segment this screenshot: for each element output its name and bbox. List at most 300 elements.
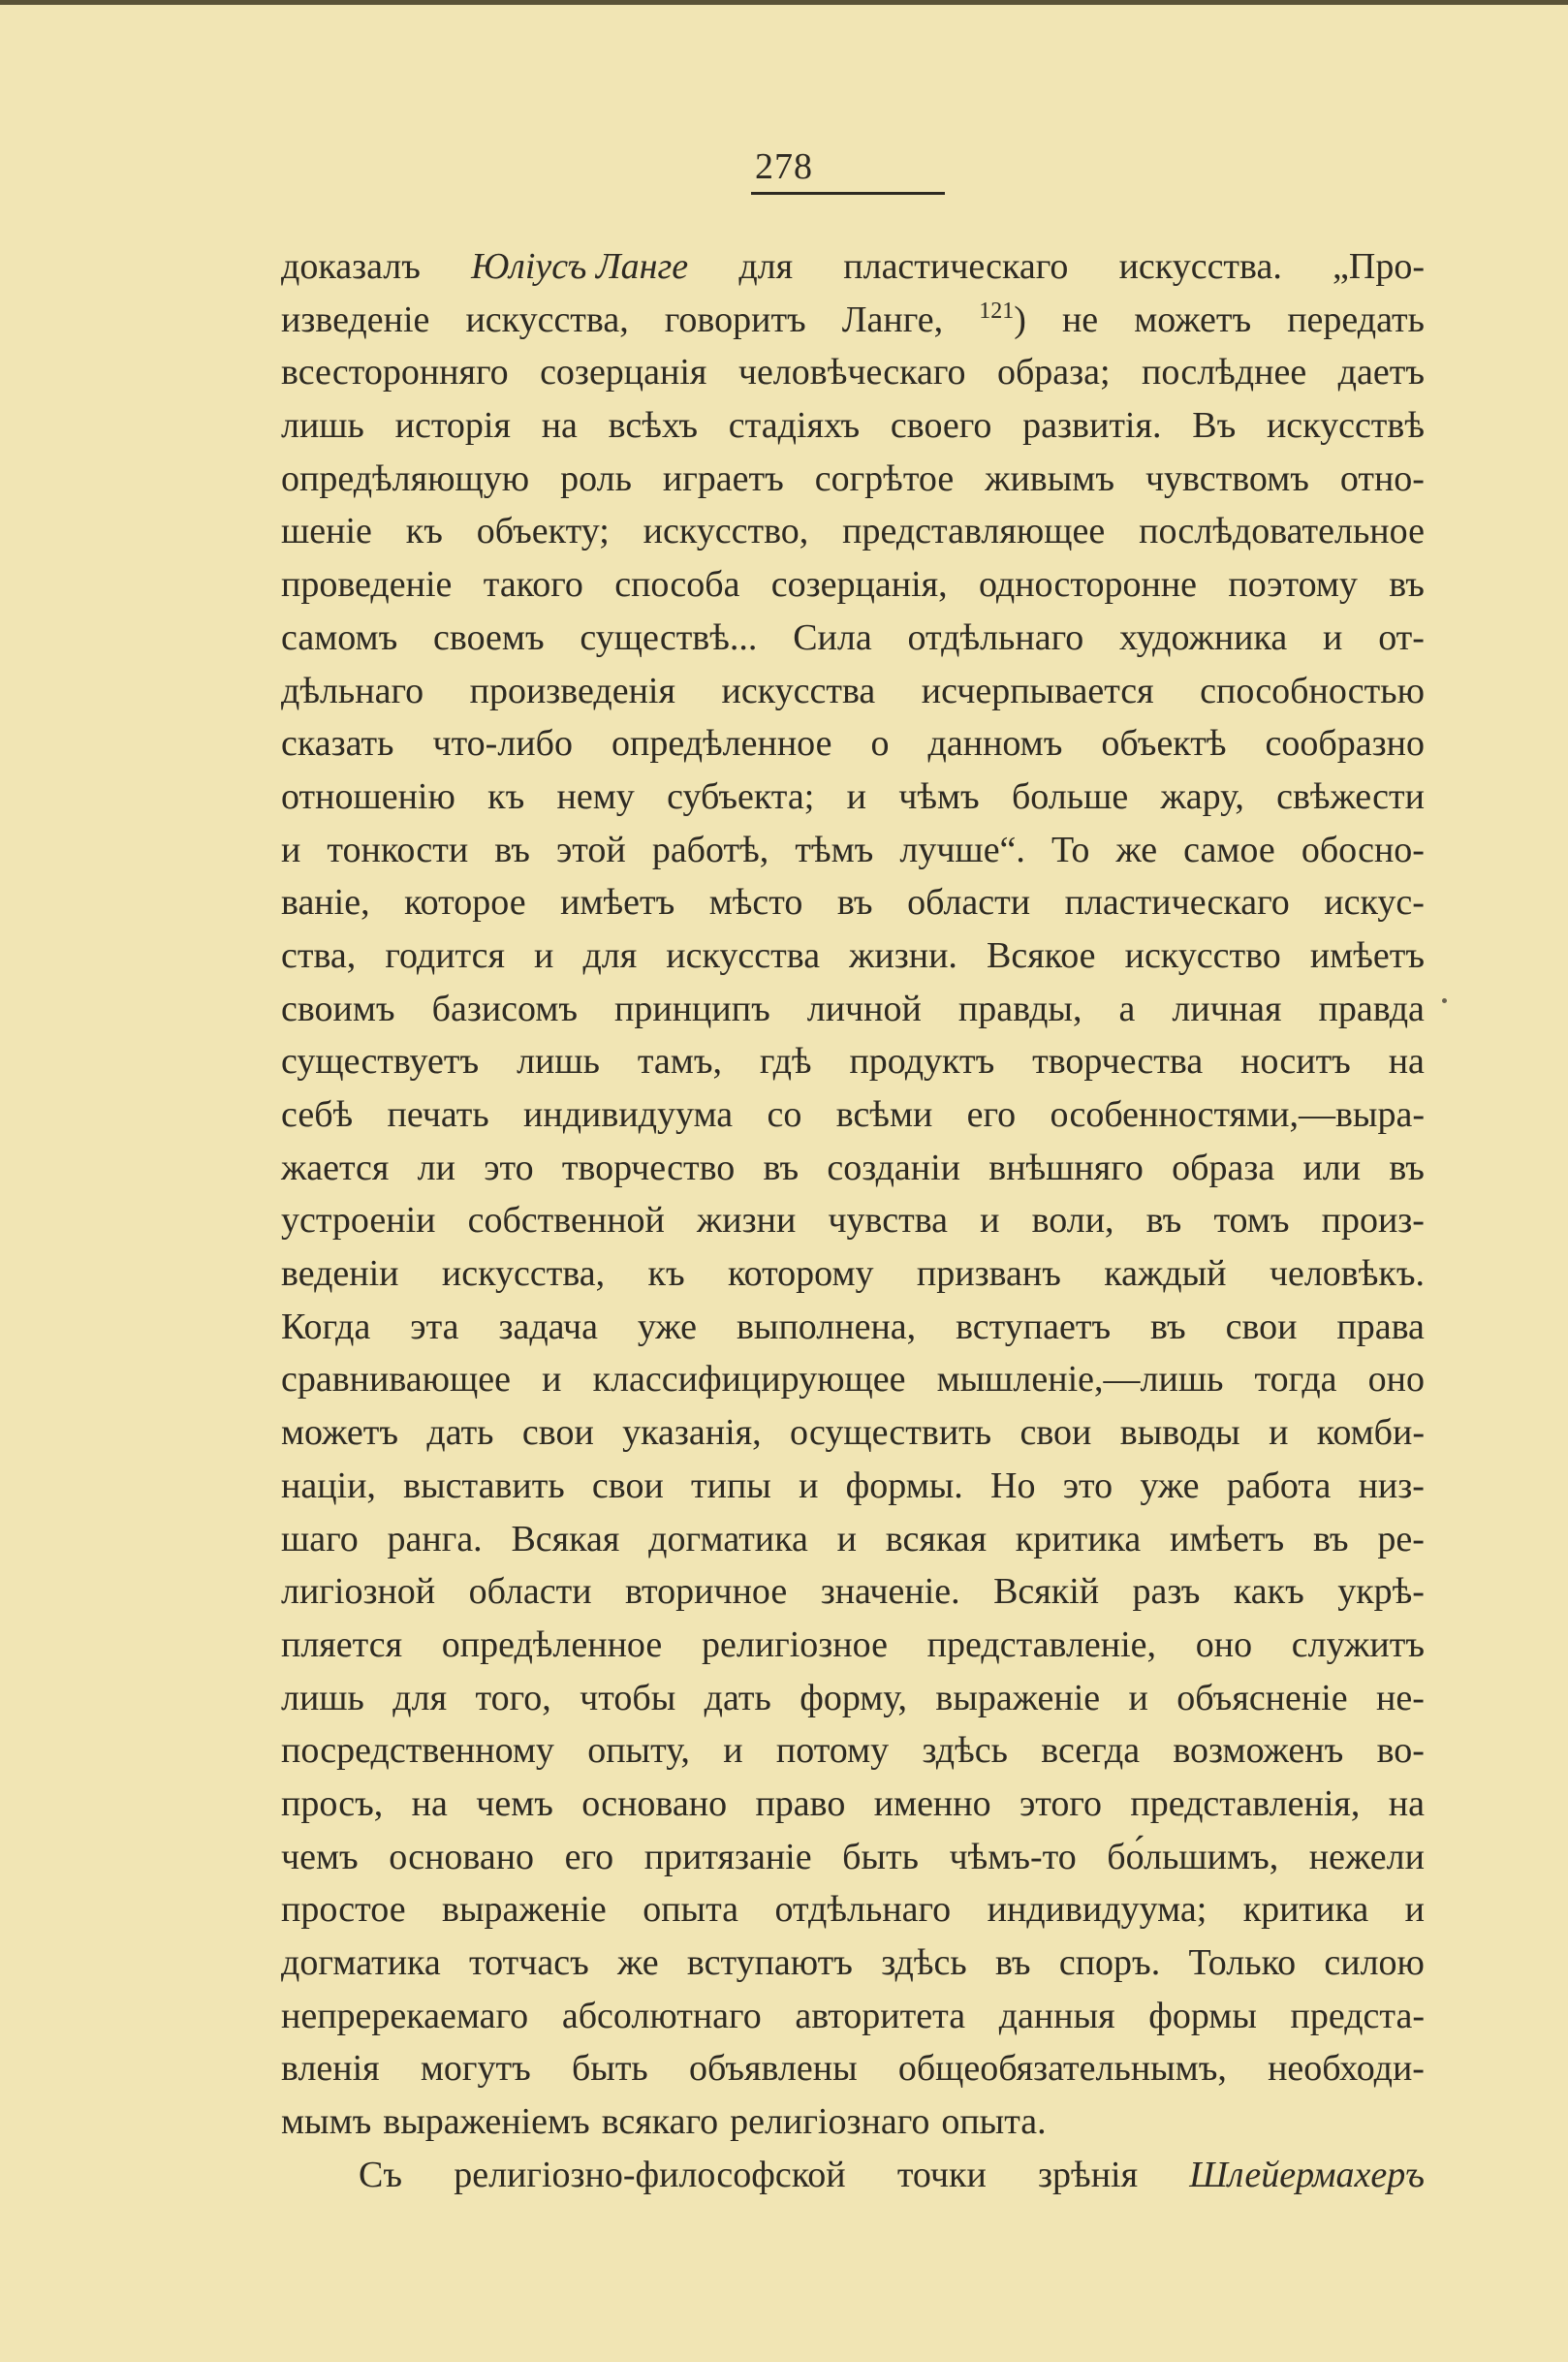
word: сравнивающее [281, 1359, 512, 1401]
word: $^{121}$) [979, 298, 1026, 340]
word: Всякое [986, 934, 1096, 976]
word: такого [483, 564, 583, 606]
word: дать [704, 1677, 771, 1718]
word: можетъ [1134, 299, 1252, 340]
word: а [1118, 988, 1136, 1029]
word: творчества [1032, 1041, 1204, 1083]
word: и [534, 934, 554, 976]
word: зрѣнія [1038, 2154, 1139, 2195]
word: Шлейермахеръ [1189, 2154, 1425, 2195]
word: даетъ [1337, 352, 1425, 394]
word: созданіи [827, 1147, 961, 1188]
word: во- [1376, 1730, 1425, 1772]
page-top-edge [0, 0, 1568, 5]
word: со [767, 1094, 802, 1135]
word: данныя [998, 1995, 1115, 2036]
word: существѣ... [580, 616, 758, 658]
word: формы. [845, 1464, 963, 1506]
word: предста- [1290, 1995, 1425, 2036]
word: исчерпывается [921, 670, 1154, 711]
word: Сила [793, 616, 872, 658]
word: мышленіе,—лишь [936, 1359, 1224, 1401]
word: можетъ [281, 1412, 398, 1454]
text-line [281, 1778, 1425, 1831]
word: для [738, 246, 794, 287]
word: годится [385, 934, 505, 976]
word: форму, [800, 1677, 907, 1718]
word: послѣднее [1142, 352, 1307, 394]
word: своего [890, 405, 992, 447]
word: низ- [1358, 1464, 1425, 1506]
word: возможенъ [1173, 1730, 1344, 1772]
word: всегда [1041, 1730, 1141, 1772]
word: всѣми [835, 1094, 933, 1135]
word: воли, [1031, 1200, 1114, 1242]
word: себѣ [281, 1094, 354, 1135]
word: Ланге, [841, 299, 944, 340]
text-line [281, 1672, 1425, 1725]
word: Въ [1192, 405, 1237, 447]
word: здѣсь [922, 1730, 1008, 1772]
word: Но [990, 1464, 1036, 1506]
word: согрѣтое [814, 457, 955, 499]
word: оно [1367, 1359, 1425, 1401]
word: нежели [1308, 1836, 1425, 1877]
word: исторія [394, 405, 511, 447]
word: отно- [1339, 457, 1425, 499]
word: жается [281, 1147, 390, 1188]
word: что-либо [432, 723, 573, 765]
word: принципъ [614, 988, 770, 1029]
word: не [1061, 299, 1099, 340]
text-line [281, 824, 1425, 877]
word: въ [1150, 1306, 1186, 1347]
text-line [281, 346, 1425, 399]
word: мѣсто [708, 882, 803, 924]
word: формы [1148, 1995, 1257, 2036]
word: же [617, 1942, 659, 1983]
word: печать [387, 1094, 489, 1135]
word: чѣмъ [898, 775, 980, 817]
word: эта [410, 1306, 459, 1347]
text-line [281, 1247, 1425, 1301]
word: искусствѣ [1266, 405, 1425, 447]
word: искусство, [643, 511, 809, 552]
word: указанія, [622, 1412, 762, 1454]
word: или [1302, 1147, 1362, 1188]
word: субъекта; [667, 775, 815, 817]
word: жизни [697, 1200, 797, 1242]
word: продуктъ [849, 1041, 995, 1083]
word: оно [1195, 1623, 1253, 1665]
word: его [966, 1094, 1017, 1135]
word: и [1323, 616, 1343, 658]
word: выводы [1119, 1412, 1240, 1454]
word: классифицирующее [592, 1359, 906, 1401]
text-line [281, 1990, 1425, 2043]
word: и [836, 1518, 857, 1559]
word: самомъ [281, 616, 398, 658]
word: веденіи [281, 1253, 399, 1295]
word: осуществить [790, 1412, 992, 1454]
word: на [1388, 1782, 1425, 1824]
word: искусства. [1118, 246, 1282, 287]
word: свѣжести [1276, 775, 1425, 817]
word: религіозное [701, 1623, 888, 1665]
word: основано [581, 1782, 728, 1824]
word: всѣхъ [608, 405, 699, 447]
word: и [1269, 1412, 1289, 1454]
word: опыту, [587, 1730, 690, 1772]
word: То [1051, 829, 1090, 870]
word: въ [1145, 1200, 1182, 1242]
text-line [281, 1460, 1425, 1513]
word: опредѣленное [612, 723, 832, 765]
word: ства, [281, 934, 357, 976]
word: образа; [996, 352, 1111, 394]
word: на [1388, 1041, 1425, 1083]
word: опыта. [941, 2101, 1047, 2143]
text-line [281, 983, 1425, 1036]
word: созерцанія [540, 352, 707, 394]
text-line [281, 399, 1425, 453]
word: Всякій [993, 1571, 1100, 1613]
word: искусство [1124, 934, 1281, 976]
word: послѣдовательное [1139, 511, 1425, 552]
word: базисомъ [431, 988, 579, 1029]
word: самое [1183, 829, 1275, 870]
word: вступаютъ [686, 1942, 853, 1983]
word: чемъ [476, 1782, 553, 1824]
page-number-rule [751, 192, 945, 195]
word: и [1128, 1677, 1148, 1718]
word: притязаніе [643, 1836, 812, 1877]
word: лишь [281, 1677, 364, 1718]
word: этого [1019, 1782, 1103, 1824]
word: всесторонняго [281, 352, 509, 394]
word: вленія [281, 2048, 380, 2090]
word: носитъ [1240, 1041, 1351, 1083]
word: человѣческаго [737, 352, 966, 394]
word: представленіе, [926, 1623, 1157, 1665]
word: лигіозной [281, 1571, 436, 1613]
word: того, [475, 1677, 551, 1718]
word: призванъ [916, 1253, 1061, 1295]
word: ли [417, 1147, 455, 1188]
word: отдѣльнаго [774, 1889, 952, 1931]
word: способа [614, 564, 740, 606]
word: и [1404, 1889, 1425, 1931]
word: жизни. [849, 934, 957, 976]
word: ре- [1377, 1518, 1425, 1559]
word: для [582, 934, 638, 976]
word: въ [1389, 1147, 1425, 1188]
word: права [1336, 1306, 1425, 1347]
text-line [281, 453, 1425, 506]
word: и [542, 1359, 562, 1401]
word: опыта [643, 1889, 739, 1931]
text-line [281, 1937, 1425, 1990]
body-text [281, 240, 1425, 2201]
word: уже [637, 1306, 698, 1347]
text-line [281, 1406, 1425, 1460]
word: это [484, 1147, 534, 1188]
word: выраженіе [935, 1677, 1101, 1718]
word: основано [389, 1836, 535, 1877]
word: которому [728, 1253, 874, 1295]
word: типы [691, 1464, 771, 1506]
word: лишь [517, 1041, 600, 1083]
text-line [281, 240, 1425, 294]
word: въ [1389, 564, 1425, 606]
word: устроеніи [281, 1200, 436, 1242]
word: для [392, 1677, 448, 1718]
word: изведеніе [281, 299, 430, 340]
word: личной [806, 988, 922, 1029]
word: больше [1011, 775, 1129, 817]
word: пластическаго [1064, 882, 1290, 924]
word: отдѣльнаго [907, 616, 1084, 658]
text-line [281, 1883, 1425, 1937]
text-line [281, 558, 1425, 612]
word: внѣшняго [988, 1147, 1144, 1188]
word: вторичное [625, 1571, 788, 1613]
word: имѣетъ [1309, 934, 1425, 976]
word: всякаго [601, 2101, 719, 2143]
word: пляется [281, 1623, 403, 1665]
word: отношенію [281, 775, 455, 817]
text-line [281, 1142, 1425, 1195]
word: всякая [885, 1518, 988, 1559]
word: и [980, 1200, 1000, 1242]
word: задача [498, 1306, 598, 1347]
word: „Про- [1333, 246, 1425, 287]
word: представленія, [1130, 1782, 1361, 1824]
word: роль [560, 457, 632, 499]
word: посредственному [281, 1730, 554, 1772]
word: искусства [666, 934, 821, 976]
word: лишь [281, 405, 364, 447]
word: просъ, [281, 1782, 384, 1824]
word: опредѣляющую [281, 457, 530, 499]
word: точки [896, 2154, 987, 2195]
word: человѣкъ. [1269, 1253, 1425, 1295]
text-line [281, 1353, 1425, 1406]
word: объектѣ [1101, 723, 1227, 765]
text-line [281, 1301, 1425, 1354]
word: произ- [1321, 1200, 1425, 1242]
word: ранга. [387, 1518, 483, 1559]
word: сообразно [1265, 723, 1425, 765]
word: произведенія [469, 670, 675, 711]
word: и [723, 1730, 743, 1772]
word: работѣ, [651, 829, 769, 870]
word: передать [1287, 299, 1425, 340]
text-line [281, 876, 1425, 929]
word: одностороннe [978, 564, 1198, 606]
word: свои [1019, 1412, 1092, 1454]
word: дать [426, 1412, 494, 1454]
word: художника [1119, 616, 1288, 658]
word: образа [1172, 1147, 1275, 1188]
word: какъ [1233, 1571, 1304, 1613]
word: комби- [1316, 1412, 1425, 1454]
word: свои [1225, 1306, 1298, 1347]
word: доказалъ [281, 246, 421, 287]
word: шаго [281, 1518, 359, 1559]
word: тонкости [327, 829, 469, 870]
word: простое [281, 1889, 406, 1931]
word: искусства, [441, 1253, 606, 1295]
word: собственной [467, 1200, 665, 1242]
word: выраженіе [442, 1889, 607, 1931]
word: уже [1140, 1464, 1200, 1506]
word: имѣетъ [1170, 1518, 1285, 1559]
word: тотчасъ [469, 1942, 589, 1983]
word: Когда [281, 1306, 371, 1347]
word: шеніе [281, 511, 372, 552]
word: выраженіемъ [383, 2101, 590, 2143]
word: имѣетъ [560, 882, 675, 924]
word: разъ [1132, 1571, 1201, 1613]
word: къ [647, 1253, 685, 1295]
word: гдѣ [759, 1041, 812, 1083]
word: области [468, 1571, 592, 1613]
word: свои [521, 1412, 594, 1454]
word: религіознаго [730, 2101, 930, 2143]
text-line [281, 717, 1425, 771]
word: къ [487, 775, 525, 817]
word: сказать [281, 723, 394, 765]
word: работа [1226, 1464, 1332, 1506]
word: стадіяхъ [728, 405, 861, 447]
word: право [755, 1782, 846, 1824]
word: нему [556, 775, 635, 817]
word: не- [1376, 1677, 1425, 1718]
word: критика [1242, 1889, 1369, 1931]
word: тѣмъ [795, 829, 874, 870]
word: его [564, 1836, 614, 1877]
text-line [281, 2149, 1425, 2202]
word: области [907, 882, 1031, 924]
word: могутъ [420, 2048, 531, 2090]
word: укрѣ- [1337, 1571, 1425, 1613]
page-number: 278 [755, 146, 813, 187]
word: объекту; [476, 511, 610, 552]
word: которое [404, 882, 526, 924]
word: правда [1318, 988, 1425, 1029]
word: потому [775, 1730, 890, 1772]
word: обосно- [1301, 829, 1425, 870]
word: томъ [1213, 1200, 1290, 1242]
word: объясненіе [1176, 1677, 1348, 1718]
text-line [281, 505, 1425, 558]
word: бо́льшимъ, [1107, 1836, 1279, 1877]
word: существуетъ [281, 1041, 480, 1083]
word: пластическаго [843, 246, 1069, 287]
word: развитія. [1022, 405, 1162, 447]
word: искус- [1324, 882, 1425, 924]
word: Только [1188, 1942, 1297, 1983]
word: данномъ [927, 723, 1063, 765]
word: объявлены [688, 2048, 858, 2090]
word: критика [1015, 1518, 1142, 1559]
word: этой [555, 829, 626, 870]
word: въ [836, 882, 873, 924]
word: чѣмъ-то [949, 1836, 1077, 1877]
word: это [1062, 1464, 1113, 1506]
word: личная [1172, 988, 1282, 1029]
word: тамъ, [637, 1041, 722, 1083]
word: націи, [281, 1464, 376, 1506]
text-line [281, 771, 1425, 824]
word: догматика [648, 1518, 808, 1559]
text-line [281, 1194, 1425, 1247]
word: живымъ [985, 457, 1114, 499]
word: именно [873, 1782, 991, 1824]
word: творчество [561, 1147, 736, 1188]
word: споръ. [1058, 1942, 1161, 1983]
word: значеніе. [820, 1571, 960, 1613]
word: от- [1378, 616, 1425, 658]
word: дѣльнаго [281, 670, 424, 711]
word: быть [842, 1836, 919, 1877]
word: въ [1312, 1518, 1349, 1559]
word: лучше“. [899, 829, 1025, 870]
text-line [281, 2042, 1425, 2095]
ink-speck [1442, 998, 1447, 1003]
word: ваніе, [281, 882, 370, 924]
word: абсолютнаго [561, 1995, 762, 2036]
text-line [281, 1513, 1425, 1566]
word: въ [494, 829, 530, 870]
text-line [281, 1724, 1425, 1778]
word: служитъ [1291, 1623, 1425, 1665]
word: созерцанія, [770, 564, 948, 606]
word: говоритъ [664, 299, 806, 340]
word: и [281, 829, 301, 870]
word: въ [994, 1942, 1031, 1983]
word: чемъ [281, 1836, 359, 1877]
word: жару, [1160, 775, 1244, 817]
text-line [281, 1619, 1425, 1672]
word: представляющее [842, 511, 1106, 552]
text-line [281, 1831, 1425, 1884]
word: искусства, [465, 299, 629, 340]
word: опредѣленное [441, 1623, 663, 1665]
word: Съ [359, 2154, 402, 2195]
word: же [1115, 829, 1158, 870]
text-line [281, 612, 1425, 665]
word: способностью [1200, 670, 1425, 711]
word: проведеніе [281, 564, 453, 606]
word: здѣсь [881, 1942, 967, 1983]
word: выполнена, [736, 1306, 917, 1347]
word: поэтому [1228, 564, 1358, 606]
word: быть [571, 2048, 648, 2090]
word: непререкаемаго [281, 1995, 529, 2036]
word: о [870, 723, 890, 765]
word: въ [763, 1147, 800, 1188]
word: чувства [828, 1200, 949, 1242]
word: своемъ [433, 616, 545, 658]
word: общеобязательнымъ, [897, 2048, 1227, 2090]
word: играетъ [662, 457, 784, 499]
text-line [281, 1035, 1425, 1088]
word: на [411, 1782, 448, 1824]
word: вступаетъ [956, 1306, 1112, 1347]
word: тогда [1254, 1359, 1337, 1401]
